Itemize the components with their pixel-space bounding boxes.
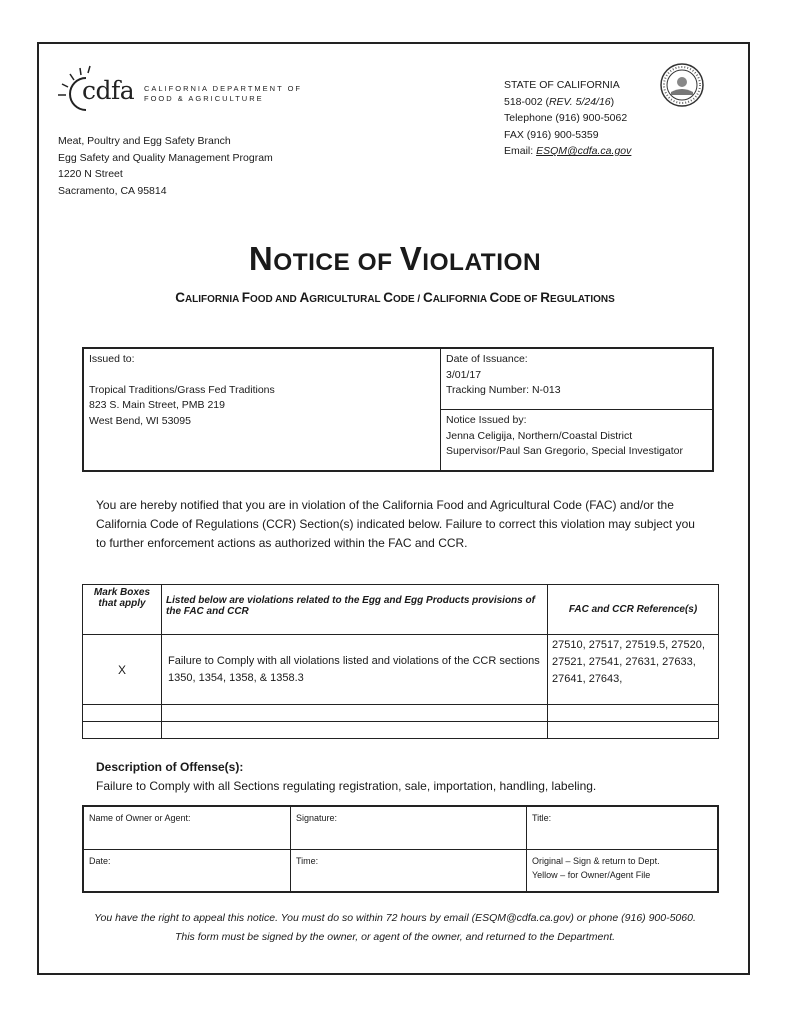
- table-row: [83, 705, 719, 722]
- cdfa-logo: [56, 62, 306, 122]
- issuance-date-cell: Date of Issuance: 3/01/17 Tracking Number: N-013: [441, 348, 714, 410]
- agency-name: CALIFORNIA DEPARTMENT OF FOOD & AGRICULTURE: [144, 84, 303, 103]
- date-field[interactable]: Date:: [83, 849, 291, 892]
- violation-notice-text: You are hereby notified that you are in violation of the California Food and Agricultural Code (FAC) and/or the California Code of Regulations (CCR) Section(s) indicated below. Failure to correct this violation may subject you to further enforcement actions as authorized within the FAC and CCR.: [96, 498, 695, 550]
- return-instructions: This form must be signed by the owner, or agent of the owner, and returned to the Department.: [174, 931, 616, 943]
- issued-to-cell: Issued to: Tropical Traditions/Grass Fed Traditions 823 S. Main Street, PMB 219 West Bend, WI 53095: [83, 348, 441, 471]
- appeal-notice: You have the right to appeal this notice. You must do so within 72 hours by email (ESQM@cdfa.ca.gov) or phone (916) 900-5060.: [94, 912, 696, 924]
- issuance-table: [82, 347, 714, 472]
- logo-text: cdfa: [82, 76, 135, 105]
- mark-checkbox[interactable]: X: [83, 635, 162, 705]
- form-number: 518-002 (REV. 5/24/16): [504, 95, 615, 108]
- col-violation-header: Listed below are violations related to the Egg and Egg Products provisions of the FAC and CCR: [162, 585, 548, 635]
- owner-name-field[interactable]: Name of Owner or Agent:: [83, 806, 291, 849]
- title-field[interactable]: Title:: [527, 806, 719, 849]
- email-link[interactable]: ESQM@cdfa.ca.gov: [536, 145, 632, 157]
- state-seal-icon: [659, 62, 705, 108]
- issuance-date: 3/01/17: [446, 368, 482, 381]
- company-name: Tropical Traditions/Grass Fed Traditions: [89, 383, 275, 396]
- signature-field[interactable]: Signature:: [291, 806, 527, 849]
- signature-table: [82, 805, 719, 893]
- branch-address: Meat, Poultry and Egg Safety Branch Egg Safety and Quality Management Program 1220 N Street Sacramento, CA 95814: [58, 135, 273, 197]
- col-mark-header: Mark Boxes that apply: [83, 585, 162, 635]
- issued-by: Jenna Celigija, Northern/Coastal District Supervisor/Paul San Gregorio, Special Investigator: [446, 429, 683, 457]
- col-reference-header: FAC and CCR Reference(s): [548, 585, 719, 635]
- offense-description: Description of Offense(s): Failure to Comply with all Sections regulating registration, sale, importation, handling, labeling.: [96, 760, 597, 793]
- page-title: NOTICE OF VIOLATION: [248, 240, 542, 277]
- tracking-number: Tracking Number: N-013: [446, 384, 561, 396]
- violations-table: [82, 584, 719, 739]
- mark-checkbox[interactable]: [83, 722, 162, 739]
- violation-references: 27510, 27517, 27519.5, 27520, 27521, 27541, 27631, 27633, 27641, 27643,: [548, 635, 719, 705]
- mark-checkbox[interactable]: [83, 705, 162, 722]
- copy-distribution: Original – Sign & return to Dept. Yellow – for Owner/Agent File: [527, 849, 719, 892]
- state-contact-block: STATE OF CALIFORNIA 518-002 (REV. 5/24/16) Telephone (916) 900-5062 FAX (916) 900-5359 Email: ESQM@cdfa.ca.gov: [504, 79, 632, 157]
- violation-description: Failure to Comply with all violations listed and violations of the CCR sections 1350, 1354, 1358, & 1358.3: [162, 635, 548, 705]
- time-field[interactable]: Time:: [291, 849, 527, 892]
- issued-by-cell: Notice Issued by: Jenna Celigija, Northern/Coastal District Supervisor/Paul San Gregorio, Special Investigator: [441, 410, 714, 472]
- table-row: [83, 722, 719, 739]
- page-subtitle: CALIFORNIA FOOD AND AGRICULTURAL CODE / CALIFORNIA CODE OF REGULATIONS: [175, 290, 615, 305]
- table-row: [83, 635, 719, 705]
